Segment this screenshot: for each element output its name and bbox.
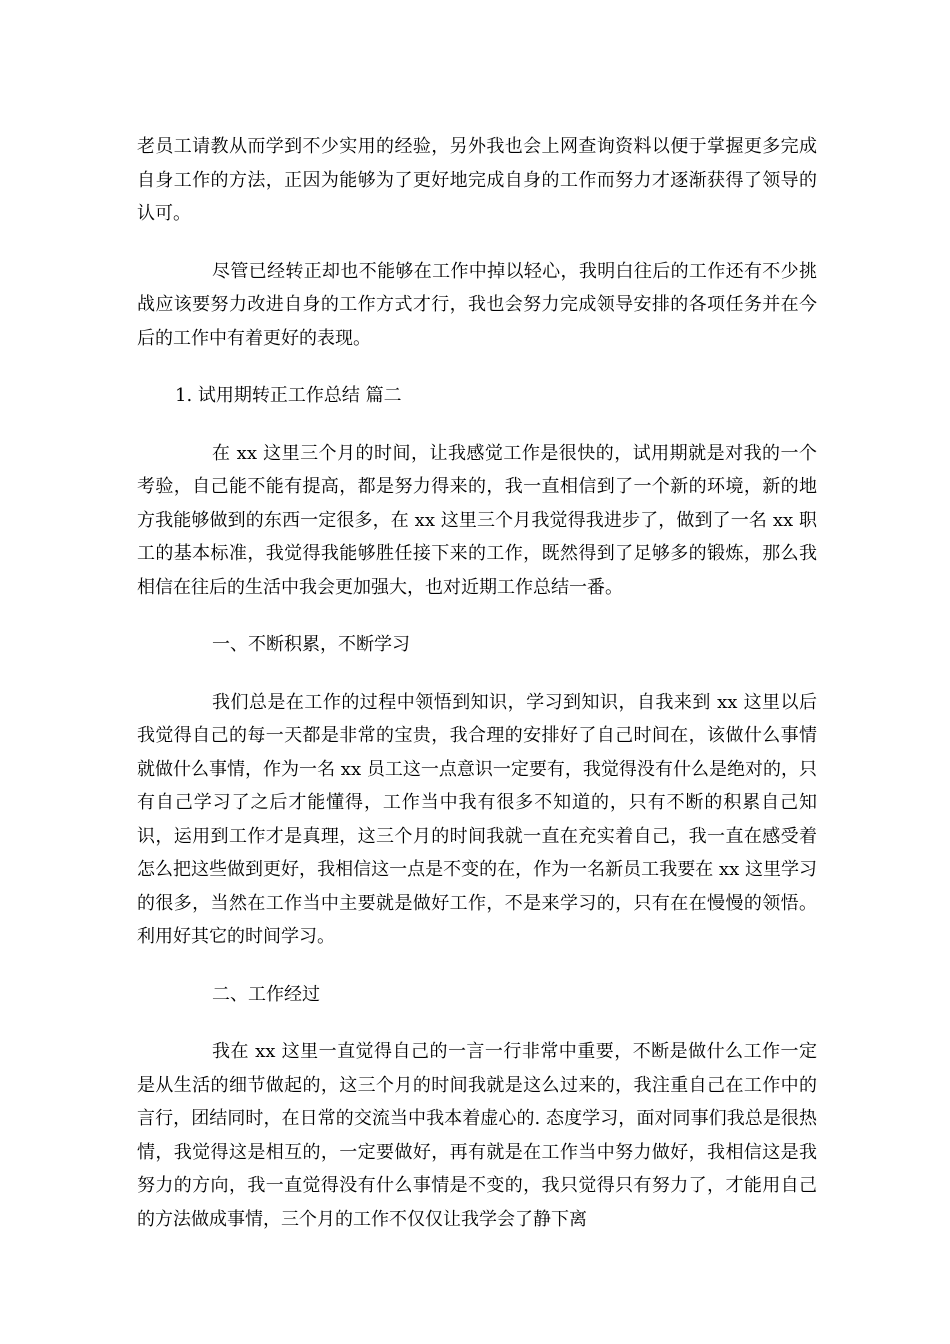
document-body: [137, 130, 817, 1236]
paragraph-continued-intro: 老员工请教从而学到不少实用的经验，另外我也会上网查询资料以便于掌握更多完成自身工作的方法，正因为能够为了更好地完成自身的工作而努力才逐渐获得了领导的认可。: [137, 136, 817, 224]
paragraph-work-process: 我在 xx 这里一直觉得自己的一言一行非常中重要，不断是做什么工作一定是从生活的细节做起的，这三个月的时间我就是这么过来的，我注重自己在工作中的言行，团结同时，在日常的交流当中我本着虚心的. 态度学习，面对同事们我总是很热情，我觉得这是相互的，一定要做好，再有就是在工作当中努力做好，我相信这是我努力的方向，我一直觉得没有什么事情是不变的，我只觉得只有努力了，才能用自己的方法做成事情，三个月的工作不仅仅让我学会了静下离: [137, 1041, 817, 1230]
paragraph-learning: 我们总是在工作的过程中领悟到知识，学习到知识，自我来到 xx 这里以后我觉得自己的每一天都是非常的宝贵，我合理的安排好了自己时间在，该做什么事情就做什么事情，作为一名 xx 员工这一点意识一定要有，我觉得没有什么是绝对的，只有自己学习了之后才能懂得，工作当中我有很多不知道的，只有不断的积累自己知识，运用到工作才是真理，这三个月的时间我就一直在充实着自己，我一直在感受着怎么把这些做到更好，我相信这一点是不变的在，作为一名新员工我要在 xx 这里学习的很多，当然在工作当中主要就是做好工作，不是来学习的，只有在在慢慢的领悟。利用好其它的时间学习。: [137, 691, 817, 947]
section-heading-part-two: 1. 试用期转正工作总结 篇二: [175, 385, 402, 406]
section-heading-work-process: 二、工作经过: [212, 983, 320, 1005]
paragraph-regularization-outlook: 尽管已经转正却也不能够在工作中掉以轻心，我明白往后的工作还有不少挑战应该要努力改进自身的工作方式才行，我也会努力完成领导安排的各项任务并在今后的工作中有着更好的表现。: [137, 260, 817, 349]
paragraph-three-months-intro: 在 xx 这里三个月的时间，让我感觉工作是很快的，试用期就是对我的一个考验，自己能不能有提高，都是努力得来的，我一直相信到了一个新的环境，新的地方我能够做到的东西一定很多，在 xx 这里三个月我觉得我进步了，做到了一名 xx 职工的基本标准，我觉得我能够胜任接下来的工作，既然得到了足够多的锻炼，那么我相信在往后的生活中我会更加强大，也对近期工作总结一番。: [137, 442, 817, 598]
section-heading-learning: 一、不断积累，不断学习: [212, 634, 410, 655]
